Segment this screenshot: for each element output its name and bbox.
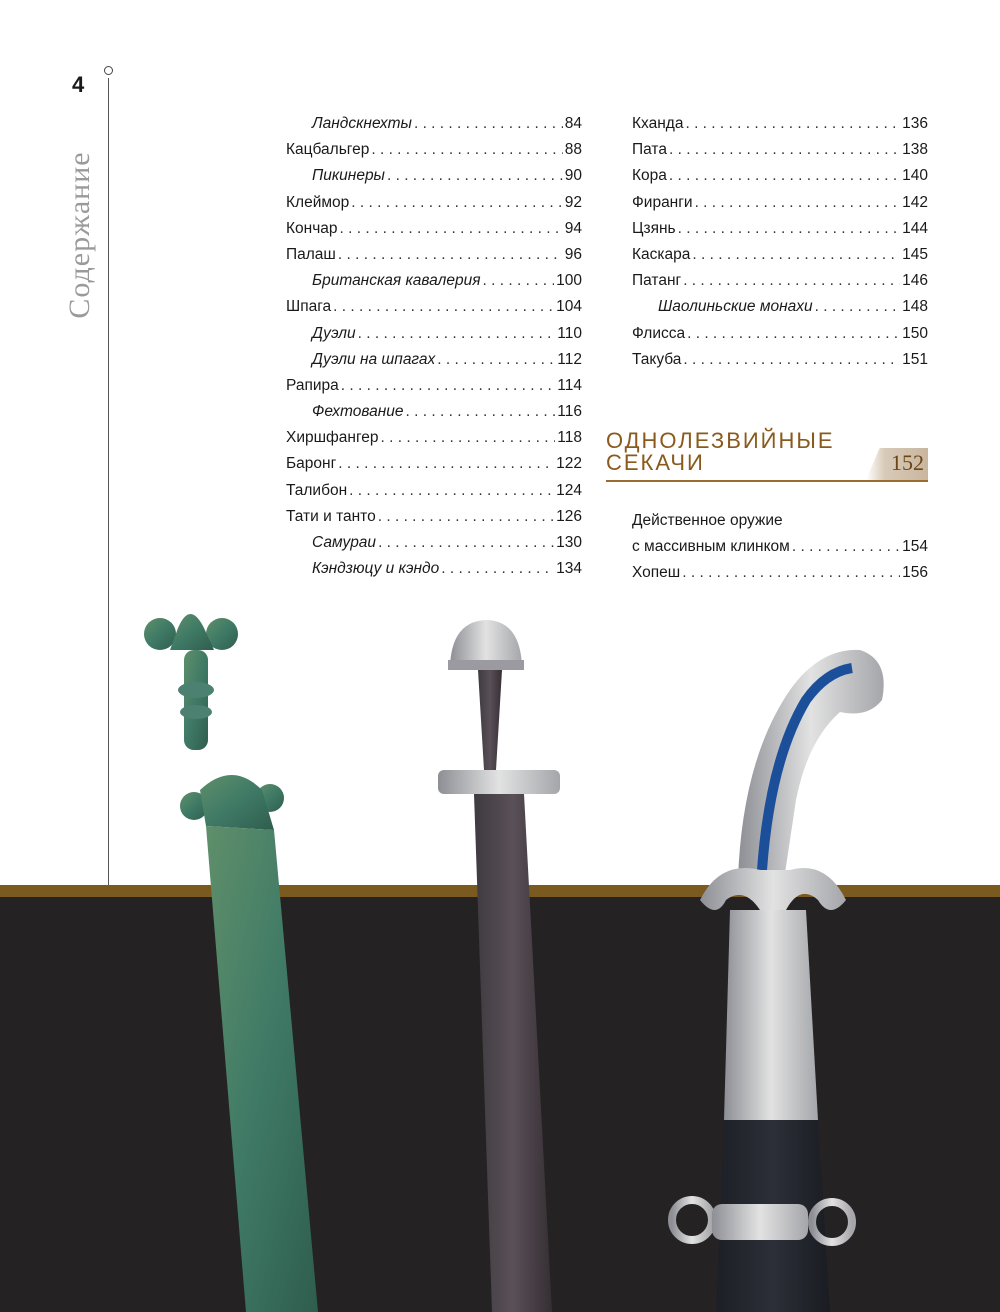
side-title [40,150,120,320]
toc-item-page: 148 [902,298,928,316]
toc-item-label: с массивным клинком [632,538,790,556]
page-number: 4 [72,72,85,97]
toc-section-first-line [632,508,928,534]
toc-leader-dots [378,504,554,530]
toc-leader-dots [338,451,554,477]
toc-item-label: Рапира [286,376,339,394]
toc-item-label: Ландскнехты [312,115,412,132]
toc-item-label: Патанг [632,272,682,290]
toc-item-label: Кэндзюцу и кэндо [312,560,440,578]
toc-item[interactable] [632,216,928,242]
toc-leader-dots [687,321,900,347]
toc-item-page: 112 [557,350,582,368]
toc-item-page: 146 [902,272,928,290]
toc-item[interactable] [632,111,928,137]
toc-item[interactable] [632,347,928,373]
toc-item[interactable] [632,190,928,216]
toc-leader-dots [683,347,900,373]
toc-item-page: 92 [564,193,582,211]
toc-item-page: 145 [902,245,928,263]
toc-item-page: 122 [556,455,582,473]
toc-item[interactable] [286,216,582,242]
toc-item-page: 88 [564,141,582,159]
iron-sword [438,620,560,1312]
toc-item-page: 124 [556,481,582,499]
toc-leader-dots [441,556,554,582]
toc-item-page: 136 [902,115,928,132]
toc-item-label: Дуэли [312,324,356,342]
toc-item-label: Баронг [286,455,337,473]
section-header [606,430,928,482]
toc-item-label: Пата [632,141,667,159]
bronze-sword [144,614,318,1312]
toc-leader-dots [792,534,900,560]
toc-leader-dots [669,137,900,163]
toc-item[interactable] [286,294,582,320]
toc-item-label: Самураи [312,534,377,551]
toc-item[interactable] [286,190,582,216]
toc-right-column [632,111,928,373]
toc-item-page: 100 [556,272,582,290]
toc-item-page: 126 [556,507,582,525]
toc-item-page: 116 [557,403,582,421]
toc-item-label: Цзянь [632,219,676,237]
toc-leader-dots [349,478,554,504]
toc-item-label: Кханда [632,115,684,132]
toc-leader-dots [338,242,563,268]
toc-item-label: Кончар [286,219,338,237]
toc-leader-dots [695,190,901,216]
section-title [606,430,835,474]
toc-item-label: Кора [632,167,667,185]
toc-leader-dots [333,294,554,320]
toc-item[interactable] [286,111,582,137]
toc-leader-dots [669,163,900,189]
toc-item-label: Действенное оружие [632,512,783,529]
toc-item-page: 144 [902,219,928,237]
toc-item-label: Кацбальгер [286,141,370,159]
toc-item[interactable] [286,556,582,582]
margin-rule-dot [104,66,113,75]
toc-leader-dots [406,399,556,425]
side-title-text: Содержание [63,151,96,319]
toc-item-page: 118 [557,429,582,447]
toc-item-label: Талибон [286,481,348,499]
toc-item-page: 90 [564,167,582,185]
toc-leader-dots [340,216,563,242]
toc-leader-dots [371,137,562,163]
toc-item-page: 114 [557,376,582,394]
toc-item-page: 96 [564,245,582,263]
toc-item[interactable] [286,451,582,477]
toc-item-page: 150 [902,324,928,342]
toc-item[interactable] [286,242,582,268]
toc-item-label: Палаш [286,245,336,263]
toc-item[interactable] [632,321,928,347]
toc-item-page: 110 [557,324,582,342]
toc-item[interactable] [632,560,928,586]
toc-item[interactable] [632,268,928,294]
toc-item[interactable] [632,534,928,560]
toc-item-page: 156 [902,564,928,582]
toc-item[interactable] [286,347,582,373]
toc-item[interactable] [286,504,582,530]
toc-leader-dots [678,216,901,242]
toc-item[interactable] [632,242,928,268]
toc-leader-dots [341,373,556,399]
toc-item-label: Шаолиньские монахи [658,298,813,316]
toc-item-label: Пикинеры [312,167,385,185]
toc-leader-dots [378,530,554,556]
toc-item-label: Хопеш [632,564,681,582]
toc-leader-dots [381,425,556,451]
toc-item-page: 130 [556,534,582,551]
toc-item[interactable] [286,530,582,556]
swords-illustration [0,590,1000,1312]
toc-item-label: Такуба [632,350,682,368]
toc-item[interactable] [632,294,928,320]
toc-item[interactable] [286,425,582,451]
toc-item-page: 84 [564,115,582,132]
toc-leader-dots [358,321,556,347]
toc-item-label: Фиранги [632,193,693,211]
toc-item[interactable] [286,478,582,504]
toc-item-page: 140 [902,167,928,185]
toc-left-column [286,111,582,582]
toc-item-label: Фехтование [312,403,404,421]
toc-item[interactable] [286,268,582,294]
toc-leader-dots [437,347,555,373]
toc-item-label: Дуэли на шпагах [312,350,436,368]
toc-leader-dots [387,163,563,189]
toc-item-label: Хиршфангер [286,429,379,447]
toc-item-page: 104 [556,298,582,316]
toc-item-label: Клеймор [286,193,350,211]
ornate-sabre [672,650,884,1312]
toc-item[interactable] [286,321,582,347]
toc-item-page: 154 [902,538,928,556]
toc-item-page: 94 [564,219,582,237]
toc-leader-dots [351,190,563,216]
toc-section-list [632,508,928,587]
toc-item-page: 151 [902,350,928,368]
toc-item[interactable] [632,137,928,163]
toc-item-page: 134 [556,560,582,578]
section-underline [606,480,928,482]
toc-leader-dots [692,242,900,268]
toc-item-label: Шпага [286,298,332,316]
toc-item[interactable] [632,163,928,189]
toc-leader-dots [815,294,901,320]
toc-leader-dots [685,111,900,137]
toc-item-page: 138 [902,141,928,159]
toc-leader-dots [683,268,900,294]
toc-item-label: Британская кавалерия [312,272,481,290]
toc-item[interactable] [286,399,582,425]
toc-leader-dots [414,111,563,137]
toc-item-label: Каскара [632,245,691,263]
section-title-line2: СЕКАЧИ [606,450,705,475]
section-page-number: 152 [891,450,924,475]
section-title-line1: ОДНОЛЕЗВИЙНЫЕ [606,428,835,453]
toc-item[interactable] [286,373,582,399]
toc-item[interactable] [286,163,582,189]
toc-leader-dots [682,560,900,586]
toc-item-page: 142 [902,193,928,211]
toc-item-label: Флисса [632,324,686,342]
toc-item-label: Тати и танто [286,507,376,525]
toc-leader-dots [483,268,555,294]
toc-item[interactable] [286,137,582,163]
